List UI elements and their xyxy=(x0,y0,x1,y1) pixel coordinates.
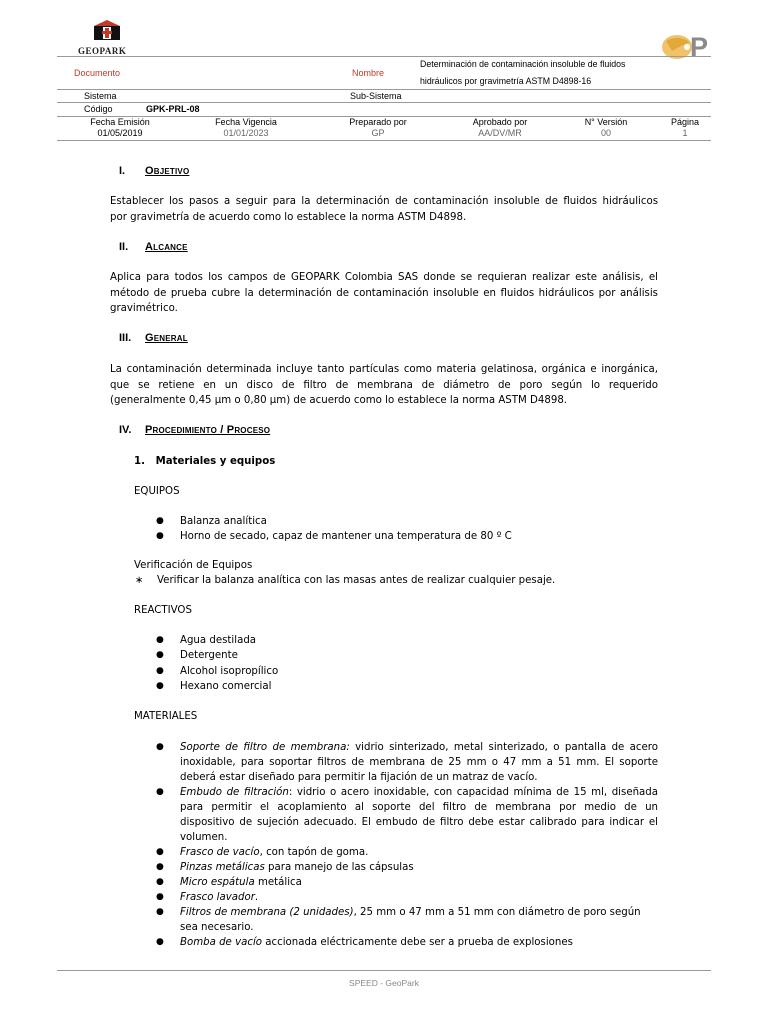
equipos-item-text: Balanza analítica xyxy=(180,516,267,527)
bullet-icon: ● xyxy=(156,531,164,541)
text-line: deberá estar diseñado para permitir la fijación de un matraz de vacío. xyxy=(180,772,538,783)
materiales-item xyxy=(156,785,658,845)
asterisk-bullet-icon: ∗ xyxy=(135,575,144,586)
subsection-materiales-equipos: 1. Materiales y equipos xyxy=(134,456,276,467)
equipos-item-text: Horno de secado, capaz de mantener una temperatura de 80 º C xyxy=(180,531,512,542)
section-number: II. xyxy=(119,241,129,253)
materiales-item xyxy=(156,935,658,950)
alcance-paragraph xyxy=(110,270,658,317)
section-number: IV. xyxy=(119,424,132,436)
text-line: dispositivo de sujeción adecuado. El embudo de filtro debe estar calibrado para indicar el xyxy=(180,817,658,828)
materiales-item xyxy=(156,860,658,875)
fecha-vigencia-label: Fecha Vigencia xyxy=(215,117,277,127)
aprobado-por-label: Aprobado por xyxy=(472,117,528,127)
codigo-label: Código xyxy=(84,104,113,114)
bullet-icon: ● xyxy=(156,787,164,797)
bullet-icon: ● xyxy=(156,937,164,947)
general-paragraph xyxy=(110,362,658,409)
section-alcance-heading xyxy=(119,241,188,253)
text-line xyxy=(180,905,658,920)
codigo-value: GPK-PRL-08 xyxy=(146,104,200,114)
sistema-label: Sistema xyxy=(84,91,117,101)
bullet-icon: ● xyxy=(156,681,164,691)
text-line: volumen. xyxy=(180,832,228,843)
reactivos-item xyxy=(156,679,272,694)
text-line: (generalmente 0,45 µm o 0,80 µm) de acuerdo como lo establece la norma ASTM D4898. xyxy=(110,395,568,406)
reactivos-item-text: Hexano comercial xyxy=(180,681,272,692)
logo-left-wordmark: GEOPARK xyxy=(78,46,127,56)
geopark-logo xyxy=(78,20,138,58)
bullet-icon: ● xyxy=(156,635,164,645)
logo-right-letter: P xyxy=(690,32,709,62)
preparado-por-value: GP xyxy=(371,128,385,138)
text-line: inoxidable, para soportar filtros de membrana de 25 mm o 47 mm a 51 mm. El soporte xyxy=(180,757,658,768)
materiales-item xyxy=(156,905,658,935)
materiales-item-text: : vidrio o acero inoxidable, con capacidad mínima de 15 ml, diseñada xyxy=(288,787,658,798)
materiales-item-name: Bomba de vacío xyxy=(180,937,263,948)
text-line: La contaminación determinada incluye tanto partículas como materia gelatinosa, orgánica e inorgánica, xyxy=(110,364,658,375)
reactivos-item xyxy=(156,664,279,679)
text-line: Aplica para todos los campos de GEOPARK Colombia SAS donde se requieran realizar este análisis, el xyxy=(110,272,658,283)
text-line: Establecer los pasos a seguir para la determinación de contaminación insoluble de fluidos hidráulicos xyxy=(110,196,658,207)
reactivos-item-text: Alcohol isopropílico xyxy=(180,666,279,677)
materiales-item xyxy=(156,875,658,890)
reactivos-item xyxy=(156,633,257,648)
fecha-vigencia-value: 01/01/2023 xyxy=(223,128,269,138)
materiales-item-name: Filtros de membrana (2 unidades) xyxy=(180,907,354,918)
nombre-value-line1: Determinación de contaminación insoluble de fluidos xyxy=(420,59,626,69)
fecha-emision-value: 01/05/2019 xyxy=(97,128,143,138)
text-line: gravimétrico. xyxy=(110,303,178,314)
geopark-mark-icon xyxy=(94,20,120,42)
bullet-icon: ● xyxy=(156,862,164,872)
section-title: Alcance xyxy=(145,241,188,253)
materiales-item xyxy=(156,890,658,905)
documento-label: Documento xyxy=(74,68,121,78)
section-title: Objetivo xyxy=(145,165,190,177)
version-value: 00 xyxy=(600,128,611,138)
text-line: por gravimetría de acuerdo como lo establece la norma ASTM D4898. xyxy=(110,211,467,223)
section-title: Procedimiento / Proceso xyxy=(145,424,271,436)
reactivos-item-text: Detergente xyxy=(180,650,238,661)
section-objetivo-heading xyxy=(119,165,189,177)
equipos-item xyxy=(156,529,512,544)
equipos-item xyxy=(156,514,267,529)
subsistema-label: Sub-Sistema xyxy=(350,91,402,101)
text-line: sea necesario. xyxy=(180,922,254,933)
bullet-icon: ● xyxy=(156,666,164,676)
materiales-item-text: , con tapón de goma. xyxy=(259,847,369,858)
materiales-item-text: , 25 mm o 47 mm a 51 mm con diámetro de poro según xyxy=(353,907,641,918)
text-line: que se retiene en un disco de filtro de membrana de diámetro de poro según lo requerido xyxy=(110,379,658,391)
pagina-value: 1 xyxy=(682,128,688,138)
bullet-icon: ● xyxy=(156,877,164,887)
materiales-item-text: . xyxy=(254,892,259,903)
section-procedimiento-heading xyxy=(119,424,270,436)
text-line: método de prueba cubre la determinación de contaminación insoluble en fluidos hidráulicos por análisis xyxy=(110,287,658,299)
section-general-heading xyxy=(119,332,188,344)
objetivo-paragraph xyxy=(110,194,658,225)
pagina-label: Página xyxy=(670,117,700,127)
reactivos-item-text: Agua destilada xyxy=(180,635,257,646)
materiales-item xyxy=(156,845,658,860)
equipos-title: EQUIPOS xyxy=(134,486,180,497)
materiales-item-name: Micro espátula xyxy=(180,877,255,888)
nombre-label: Nombre xyxy=(352,68,385,78)
materiales-item-name: Embudo de filtración xyxy=(180,787,289,798)
verificacion-item xyxy=(135,573,556,588)
page-footer: SPEED - GeoPark xyxy=(349,978,419,988)
materiales-item-text: accionada eléctricamente debe ser a prueba de explosiones xyxy=(262,937,573,948)
materiales-item-text: vidrio sinterizado, metal sinterizado, o pantalla de acero xyxy=(349,742,658,753)
text-line: para permitir el acoplamiento al soporte del filtro de membrana por medio de un xyxy=(180,802,658,813)
materiales-item-name: Frasco lavador xyxy=(180,892,255,903)
fecha-emision-label: Fecha Emisión xyxy=(90,117,150,127)
bullet-icon: ● xyxy=(156,516,164,526)
materiales-item-name: Frasco de vacío xyxy=(180,847,260,858)
preparado-por-label: Preparado por xyxy=(349,117,407,127)
bullet-icon: ● xyxy=(156,907,164,917)
verificacion-item-text: Verificar la balanza analítica con las masas antes de realizar cualquier pesaje. xyxy=(157,575,556,586)
nombre-value-line2: hidráulicos por gravimetría ASTM D4898-16 xyxy=(420,76,592,86)
materiales-item-text: para manejo de las cápsulas xyxy=(264,862,414,873)
text-line xyxy=(180,785,658,800)
bullet-icon: ● xyxy=(156,847,164,857)
verificacion-title: Verificación de Equipos xyxy=(134,560,253,571)
speed-logo xyxy=(660,32,712,62)
bullet-icon: ● xyxy=(156,892,164,902)
reactivos-item xyxy=(156,648,238,663)
aprobado-por-value: AA/DV/MR xyxy=(478,128,522,138)
section-number: III. xyxy=(119,332,132,344)
materiales-title: MATERIALES xyxy=(134,711,198,722)
reactivos-title: REACTIVOS xyxy=(134,605,192,616)
materiales-item xyxy=(156,740,658,785)
bullet-icon: ● xyxy=(156,742,164,752)
section-title: General xyxy=(145,332,188,344)
section-number: I. xyxy=(119,165,126,177)
version-label: N° Versión xyxy=(584,117,628,127)
text-line xyxy=(180,740,658,755)
materiales-item-text: metálica xyxy=(254,877,302,888)
materiales-item-name: Soporte de filtro de membrana: xyxy=(180,742,350,753)
bullet-icon: ● xyxy=(156,650,164,660)
materiales-item-name: Pinzas metálicas xyxy=(180,862,265,873)
